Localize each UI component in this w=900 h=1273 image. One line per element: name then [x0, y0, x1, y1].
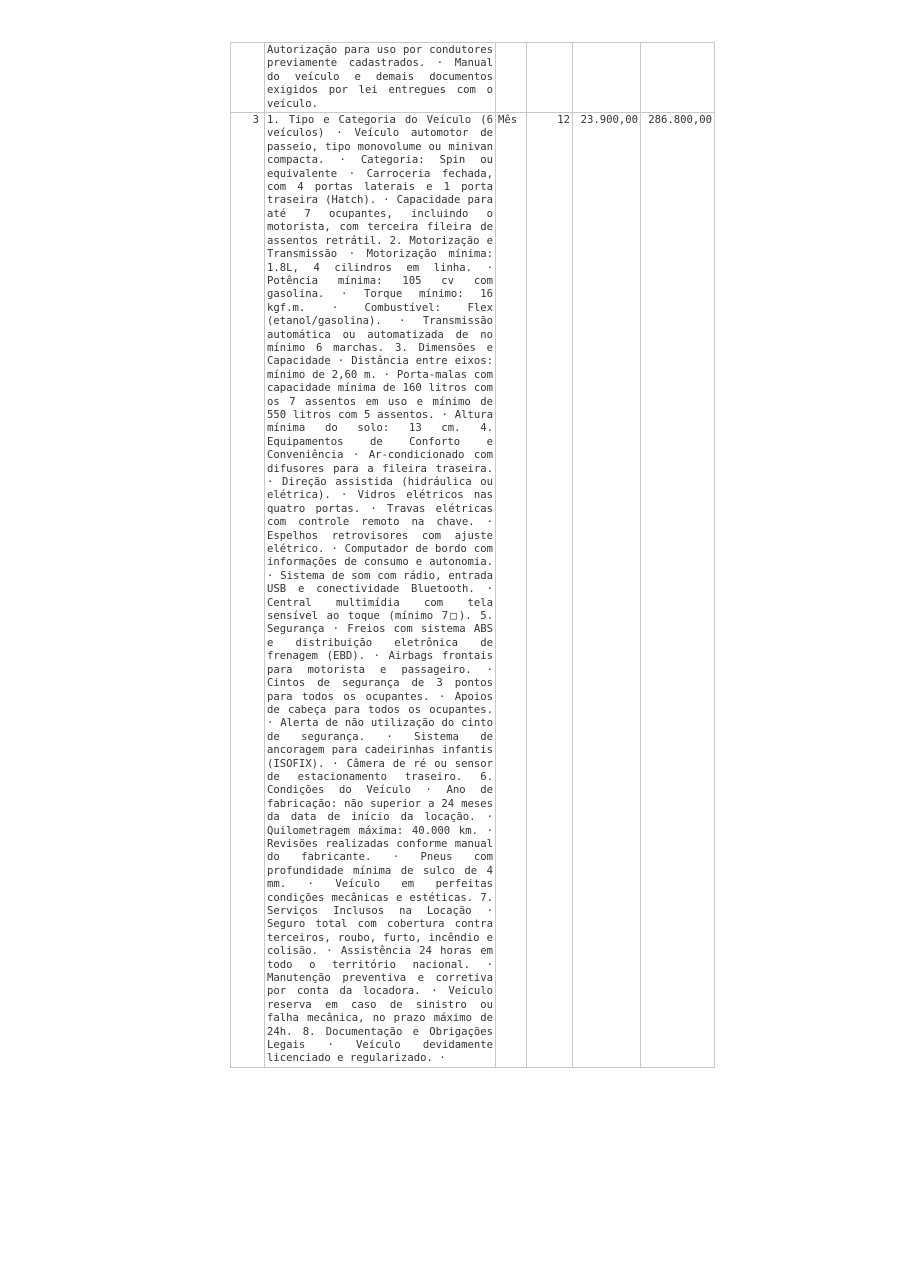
- item-description: [265, 113, 496, 1068]
- item-unit: [496, 43, 527, 113]
- description-text: Autorização para uso por condutores previamente cadastrados. · Manual do veículo e demais documentos exigidos por lei entregues com o veículo.: [267, 44, 493, 110]
- items-table: [230, 42, 715, 1068]
- item-description: [265, 43, 496, 113]
- item-total: 286.800,00: [641, 113, 715, 1068]
- item-quantity: 12: [527, 113, 573, 1068]
- item-unit: Mês: [496, 113, 527, 1068]
- item-number: [231, 43, 265, 113]
- item-total: [641, 43, 715, 113]
- item-unit-price: 23.900,00: [573, 113, 641, 1068]
- item-number: 3: [231, 113, 265, 1068]
- item-quantity: [527, 43, 573, 113]
- description-text: 1. Tipo e Categoria do Veículo (6 veículos) · Veículo automotor de passeio, tipo monovolume ou minivan compacta. · Categoria: Spin ou equivalente · Carroceria fechada, com 4 portas laterais e 1 porta traseira (Hatch). · Capacidade para até 7 ocupantes, incluindo o motorista, com terceira fileira de assentos retrátil. 2. Motorização e Transmissão · Motorização mínima: 1.8L, 4 cilindros em linha. · Potência mínima: 105 cv com gasolina. · Torque mínimo: 16 kgf.m. · Combustível: Flex (etanol/gasolina). · Transmissão automática ou automatizada de no mínimo 6 marchas. 3. Dimensões e Capacidade · Distância entre eixos: mínimo de 2,60 m. · Porta-malas com capacidade mínima de 160 litros com os 7 assentos em uso e mínimo de 550 litros com 5 assentos. · Altura mínima do solo: 13 cm. 4. Equipamentos de Conforto e Conveniência · Ar-condicionado com difusores para a fileira traseira. · Direção assistida (hidráulica ou elétrica). · Vidros elétricos nas quatro portas. · Travas elétricas com controle remoto na chave. · Espelhos retrovisores com ajuste elétrico. · Computador de bordo com informações de consumo e autonomia. · Sistema de som com rádio, entrada USB e conectividade Bluetooth. · Central multimídia com tela sensível ao toque (mínimo 7□). 5. Segurança · Freios com sistema ABS e distribuição eletrônica de frenagem (EBD). · Airbags frontais para motorista e passageiro. · Cintos de segurança de 3 pontos para todos os ocupantes. · Apoios de cabeça para todos os ocupantes. · Alerta de não utilização do cinto de segurança. · Sistema de ancoragem para cadeirinhas infantis (ISOFIX). · Câmera de ré ou sensor de estacionamento traseiro. 6. Condições do Veículo · Ano de fabricação: não superior a 24 meses da data de início da locação. · Quilometragem máxima: 40.000 km. · Revisões realizadas conforme manual do fabricante. · Pneus com profundidade mínima de sulco de 4 mm. · Veículo em perfeitas condições mecânicas e estéticas. 7. Serviços Inclusos na Locação · Seguro total com cobertura contra terceiros, roubo, furto, incêndio e colisão. · Assistência 24 horas em todo o território nacional. · Manutenção preventiva e corretiva por conta da locadora. · Veículo reserva em caso de sinistro ou falha mecânica, no prazo máximo de 24h. 8. Documentação e Obrigações Legais · Veículo devidamente licenciado e regularizado. ·: [267, 114, 493, 1065]
- table-row: [231, 43, 715, 113]
- item-unit-price: [573, 43, 641, 113]
- table-row: [231, 113, 715, 1068]
